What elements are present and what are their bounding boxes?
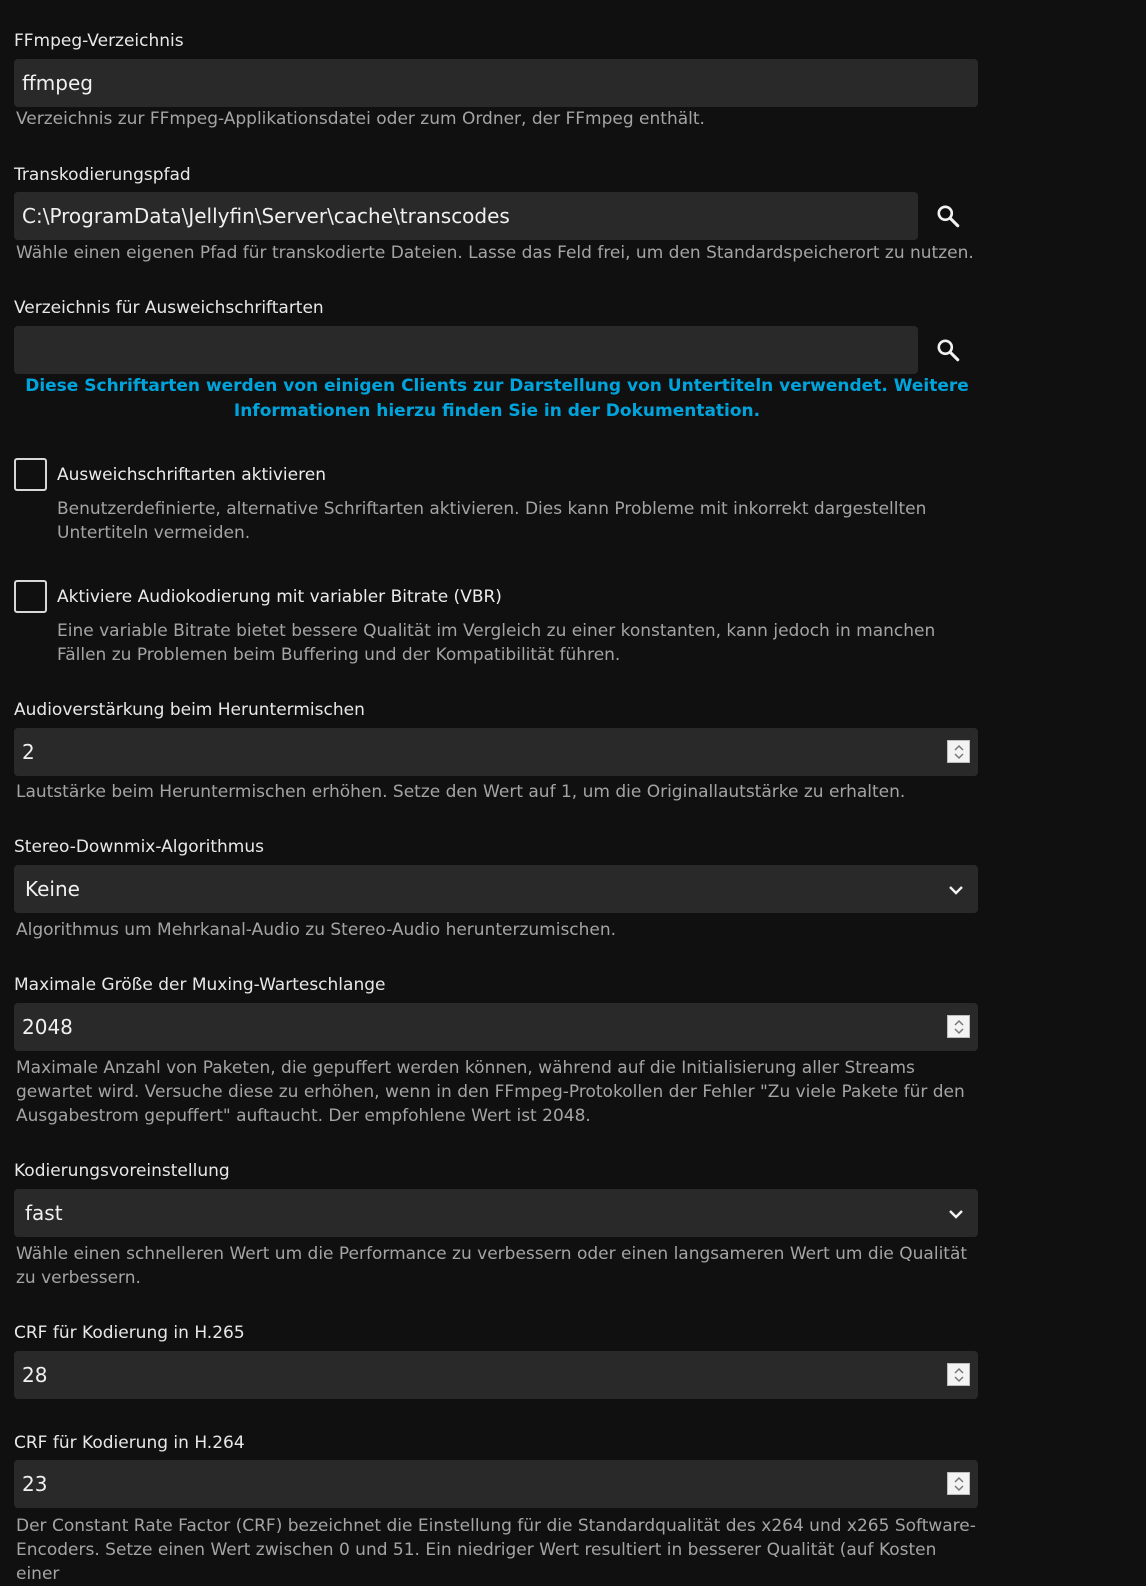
number-spinner-icon [953,1476,965,1492]
transcode-path-help: Wähle einen eigenen Pfad für transkodierte Dateien. Lasse das Feld frei, um den Standardspeicherort zu nutzen. [16,243,974,263]
enable-fallback-fonts-label[interactable]: Ausweichschriftarten aktivieren [57,465,326,485]
transcode-path-input[interactable]: C:\ProgramData\Jellyfin\Server\cache\transcodes [14,192,918,240]
transcode-path-label: Transkodierungspfad [14,165,191,185]
downmix-boost-label: Audioverstärkung beim Heruntermischen [14,700,365,720]
downmix-algorithm-select[interactable]: Keine [14,865,978,913]
muxing-queue-spinner[interactable] [947,1015,970,1038]
enable-vbr-help: Eine variable Bitrate bietet bessere Qualität im Vergleich zu einer konstanten, kann jedoch in manchen Fällen zu Problemen beim Buffering und der Kompatibilität führen. [57,621,936,665]
enable-vbr-checkbox[interactable] [14,580,47,613]
number-spinner-icon [953,744,965,760]
chevron-down-icon [946,880,966,900]
downmix-boost-help: Lautstärke beim Heruntermischen erhöhen. Setze den Wert auf 1, um die Originallautstärke zu erhalten. [16,782,906,802]
number-spinner-icon [953,1367,965,1383]
fallback-fonts-input[interactable] [14,326,918,374]
encoder-preset-select[interactable]: fast [14,1189,978,1237]
fallback-fonts-documentation-link[interactable]: Diese Schriftarten werden von einigen Clients zur Darstellung von Untertiteln verwendet. Weitere Informationen hierzu finden Sie in der Dokumentation. [25,376,969,421]
crf-h265-spinner[interactable] [947,1363,970,1386]
fallback-fonts-label: Verzeichnis für Ausweichschriftarten [14,298,324,318]
chevron-down-icon [946,1204,966,1224]
crf-h264-spinner[interactable] [947,1472,970,1495]
crf-h265-input[interactable]: 28 [14,1351,978,1399]
crf-h264-input[interactable]: 23 [14,1460,978,1508]
downmix-algorithm-label: Stereo-Downmix-Algorithmus [14,837,265,857]
fallback-fonts-browse-button[interactable] [928,328,968,372]
downmix-boost-spinner[interactable] [947,740,970,763]
ffmpeg-path-help: Verzeichnis zur FFmpeg-Applikationsdatei oder zum Ordner, der FFmpeg enthält. [16,109,705,129]
transcode-path-browse-button[interactable] [928,194,968,238]
muxing-queue-label: Maximale Größe der Muxing-Warteschlange [14,975,386,995]
enable-fallback-fonts-help: Benutzerdefinierte, alternative Schriftarten aktivieren. Dies kann Probleme mit inkorrekt dargestellten Untertiteln vermeiden. [57,499,927,543]
enable-vbr-label[interactable]: Aktiviere Audiokodierung mit variabler Bitrate (VBR) [57,587,502,607]
search-icon [935,203,961,229]
downmix-boost-input[interactable]: 2 [14,728,978,776]
search-icon [935,337,961,363]
ffmpeg-path-label: FFmpeg-Verzeichnis [14,31,184,51]
downmix-algorithm-help: Algorithmus um Mehrkanal-Audio zu Stereo-Audio herunterzumischen. [16,920,617,940]
crf-h264-label: CRF für Kodierung in H.264 [14,1433,245,1453]
crf-h265-label: CRF für Kodierung in H.265 [14,1323,245,1343]
muxing-queue-help: Maximale Anzahl von Paketen, die gepuffert werden können, während auf die Initialisierung aller Streams gewartet wird. Versuche diese zu erhöhen, wenn in den FFmpeg-Protokollen der Fehler "Zu viele Pakete für den Ausgabestrom gepuffert" auftaucht. Der empfohlene Wert ist 2048. [16,1058,965,1126]
enable-fallback-fonts-checkbox[interactable] [14,458,47,491]
number-spinner-icon [953,1019,965,1035]
ffmpeg-path-input[interactable]: ffmpeg [14,59,978,107]
muxing-queue-input[interactable]: 2048 [14,1003,978,1051]
crf-help: Der Constant Rate Factor (CRF) bezeichnet die Einstellung für die Standardqualität des x264 und x265 Software-Encoders. Setze einen Wert zwischen 0 und 51. Ein niedriger Wert resultiert in besserer Qualität (auf Kosten einer [16,1516,976,1584]
encoder-preset-help: Wähle einen schnelleren Wert um die Performance zu verbessern oder einen langsameren Wert um die Qualität zu verbessern. [16,1244,968,1288]
encoder-preset-label: Kodierungsvoreinstellung [14,1161,230,1181]
